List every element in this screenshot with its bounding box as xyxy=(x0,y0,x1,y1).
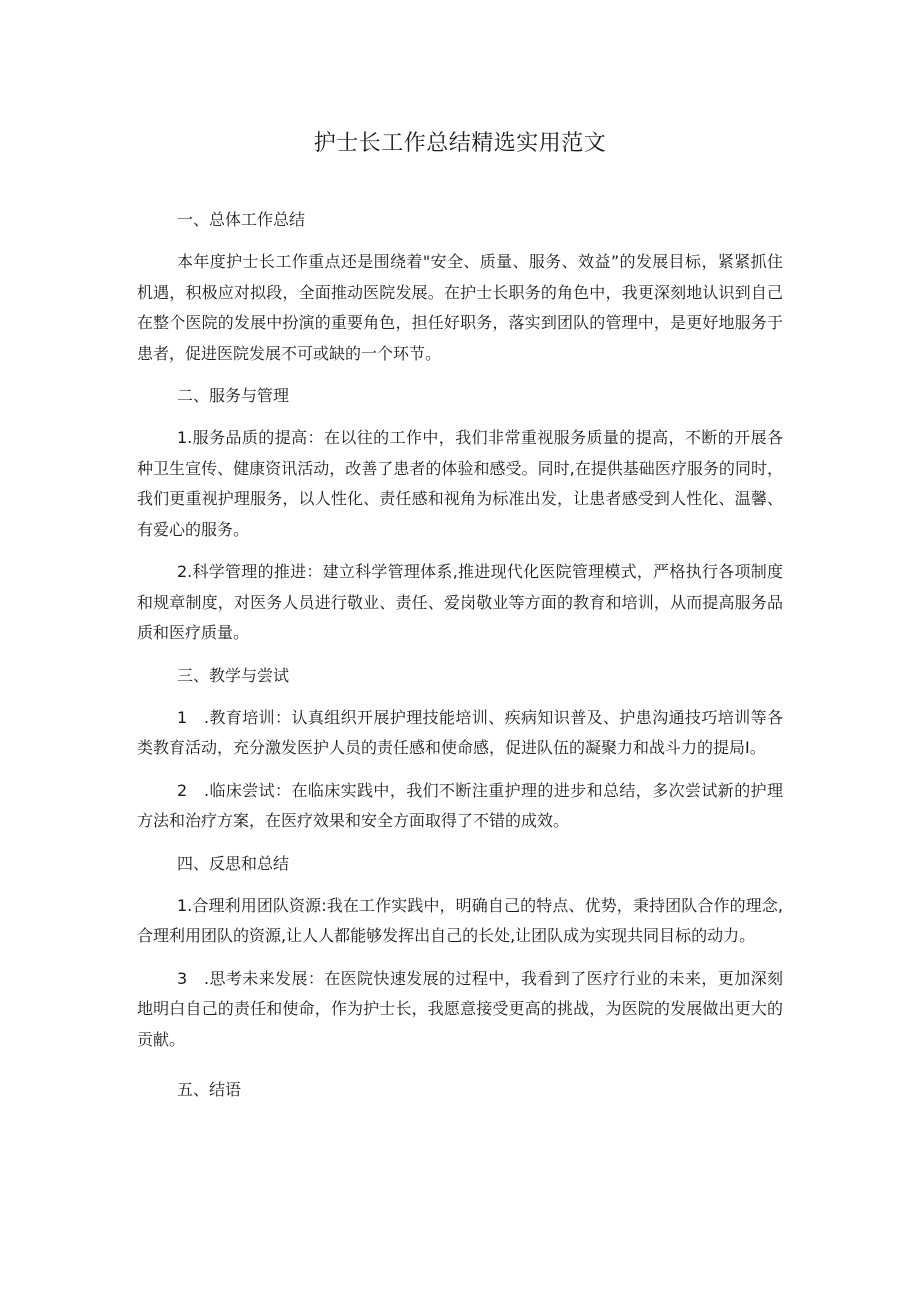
section-heading-service: 二、服务与管理 xyxy=(177,386,290,405)
section-heading-teaching: 三、教学与尝试 xyxy=(177,665,290,685)
document-body xyxy=(137,205,783,1105)
paragraph-scientific-management: 2.科学管理的推进：建立科学管理体系,推进现代化医院管理模式，严格执行各项制度和规章制度，对医务人员进行敬业、责任、爱岗敬业等方面的教育和培训，从而提高服务品质和医疗质量。 xyxy=(137,562,783,642)
section-heading-overall: 一、总体工作总结 xyxy=(177,210,306,229)
paragraph-service-quality: 1.服务品质的提高：在以往的工作中，我们非常重视服务质量的提高，不断的开展各种卫生宣传、健康资讯活动，改善了患者的体验和感受。同时,在提供基础医疗服务的同时，我们更重视护理服务，以人性化、责任感和视角为标准出发，让患者感受到人性化、温馨、有爱心的服务。 xyxy=(137,428,783,539)
paragraph-future-development: 3 .思考未来发展：在医院快速发展的过程中，我看到了医疗行业的未来，更加深刻地明白自己的责任和使命，作为护士长，我愿意接受更高的挑战，为医院的发展做出更大的贡献。 xyxy=(137,968,783,1049)
paragraph-team-resources: 1.合理利用团队资源:我在工作实践中，明确自己的特点、优势，秉持团队合作的理念,合理利用团队的资源,让人人都能够发挥出自己的长处,让团队成为实现共同目标的动力。 xyxy=(137,895,783,945)
section-heading-conclusion: 五、结语 xyxy=(177,1080,242,1099)
paragraph-overall-summary: 本年度护士长工作重点还是围绕着"安全、质量、服务、效益”的发展目标，紧紧抓住机遇，积极应对拟段，全面推动医院发展。在护士长职务的角色中，我更深刻地认识到自己在整个医院的发展中扮演的重要角色，担任好职务，落实到团队的管理中，是更好地服务于患者，促进医院发展不可或缺的一个环节。 xyxy=(137,252,783,363)
paragraph-clinical-trial: 2 .临床尝试：在临床实践中，我们不断注重护理的进步和总结，多次尝试新的护理方法和治疗方案，在医疗效果和安全方面取得了不错的成效。 xyxy=(137,780,783,830)
paragraph-education-training: 1 .教育培训：认真组织开展护理技能培训、疾病知识普及、护患沟通技巧培训等各类教育活动，充分激发医护人员的责任感和使命感，促进队伍的凝聚力和战斗力的提局I。 xyxy=(137,707,783,757)
document-title: 护士长工作总结精选实用范文 xyxy=(313,131,607,156)
section-heading-reflection: 四、反思和总结 xyxy=(177,853,290,873)
